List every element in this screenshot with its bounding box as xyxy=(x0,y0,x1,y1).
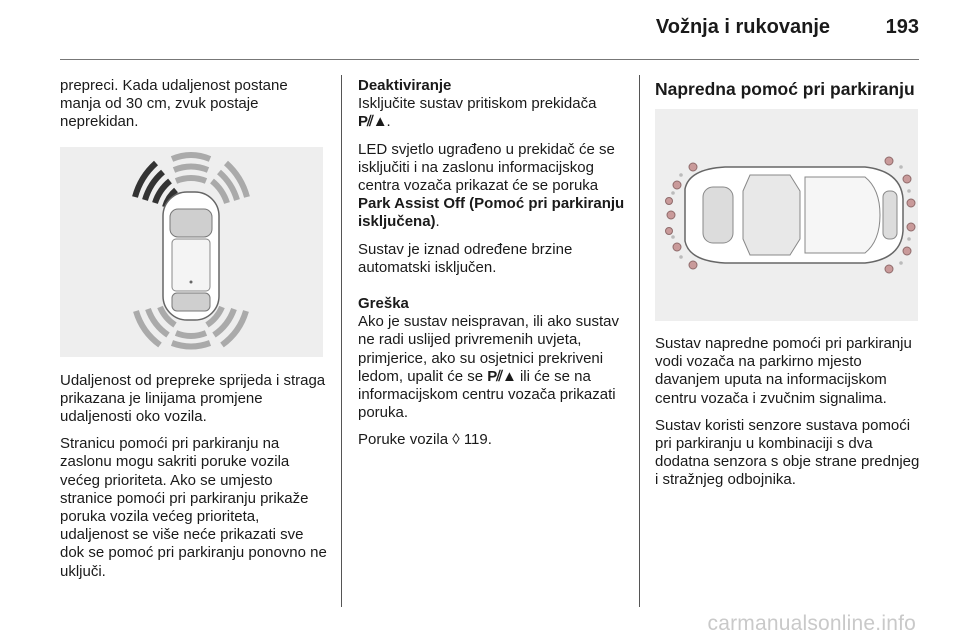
parking-sensor-figure xyxy=(60,147,323,357)
deactivation-text: Isključite sustav pritiskom prekidača xyxy=(358,95,597,113)
led-text: LED svjetlo ugrađeno u prekidač će se isključiti i na zaslonu informacijskog centra vozača prikazat će se poruka xyxy=(358,140,615,195)
park-assist-switch-icon: P⫽▲ xyxy=(358,113,387,131)
deactivation-paragraph: Isključite sustav pritiskom prekidača P⫽▲. xyxy=(358,95,597,131)
intro-paragraph: prepreci. Kada udaljenost postane manja od 30 cm, zvuk postaje neprekidan. xyxy=(60,77,288,131)
page-header-title: Vožnja i rukovanje xyxy=(655,16,830,38)
header-rule xyxy=(60,59,919,60)
priority-paragraph: Stranicu pomoći pri parkiranju na zaslonu mogu sakriti poruke vozila većeg prioriteta. Ako se umjesto stranice pomoći pri parkiranju prikaže poruka vozila većeg prioriteta, udaljenost se više neće prikazati sve dok se pomoć pri parkiranju ponovno ne uključi. xyxy=(60,435,327,580)
column-divider-1 xyxy=(341,75,342,607)
column-1 xyxy=(60,77,328,590)
park-assist-warning-icon: P⫽▲ xyxy=(487,367,516,385)
error-text-start: Ako je sustav neispravan, ili ako sustav ne radi uslijed privremenih uvjeta, primjerice, ako su osjetnici prekriveni ledom, upalit će se xyxy=(358,313,619,385)
advanced-park-assist-figure xyxy=(655,109,918,321)
vehicle-messages-reference xyxy=(358,431,626,449)
car-side-top-view xyxy=(685,167,903,263)
parking-distance-illustration xyxy=(60,147,323,357)
distance-paragraph: Udaljenost od prepreke sprijeda i straga prikazana je linijama promjene udaljenosti oko vozila. xyxy=(60,371,326,426)
park-assist-off-message: Park Assist Off (Pomoć pri parkiranju isključena) xyxy=(358,195,625,231)
section-title: Napredna pomoć pri parkiranju xyxy=(655,79,915,99)
reference-page-link[interactable]: 119. xyxy=(463,431,492,449)
page-reference-icon: ◊ xyxy=(452,431,460,449)
led-paragraph: LED svjetlo ugrađeno u prekidač će se isključiti i na zaslonu informacijskog centra vozača prikazat će se poruka Park Assist Off (Pomoć pri parkiranju isključena). xyxy=(358,140,625,231)
error-paragraph xyxy=(358,313,626,422)
column-2 xyxy=(358,77,626,459)
car-top-view xyxy=(163,192,219,320)
speed-paragraph: Sustav je iznad određene brzine automatski isključen. xyxy=(358,240,573,276)
deactivation-heading: Deaktiviranje xyxy=(358,77,452,94)
advanced-assist-paragraph-2: Sustav koristi senzore sustava pomoći pri parkiranju u kombinaciji s dva dodatna senzora s obje strane prednjeg i stražnjeg odbojnika. xyxy=(655,416,920,489)
column-3 xyxy=(655,78,923,499)
error-text-end: ili će se na informacijskom centru vozača prikazati poruka. xyxy=(358,367,616,422)
advanced-park-assist-illustration xyxy=(655,109,918,321)
advanced-assist-paragraph-1: Sustav napredne pomoći pri parkiranju vodi vozača na parkirno mjesto davanjem uputa na informacijskom centru vozača i zvučnim signalima. xyxy=(655,335,912,407)
watermark: carmanualsonline.info xyxy=(707,612,916,635)
reference-text: Poruke vozila xyxy=(358,431,449,449)
column-divider-2 xyxy=(639,75,640,607)
error-heading: Greška xyxy=(358,295,409,313)
page-number: 193 xyxy=(885,16,919,38)
